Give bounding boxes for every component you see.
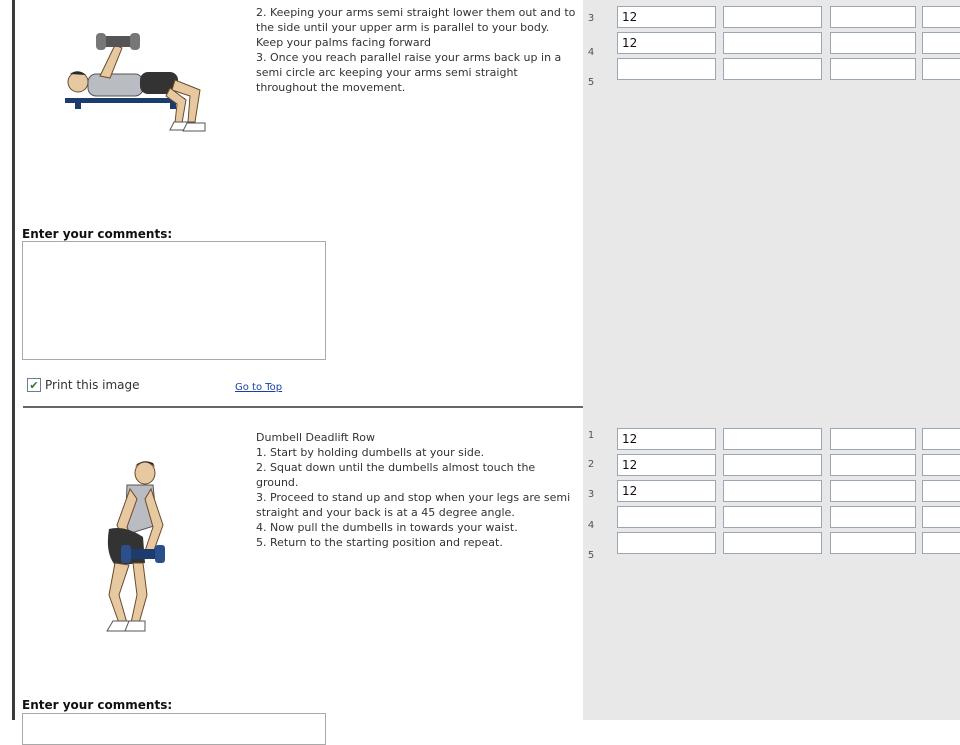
deadlift-row-figure-illustration — [85, 455, 180, 640]
exercise-2-comments-label: Enter your comments: — [22, 698, 173, 712]
exercise-1-comments-field[interactable] — [22, 241, 326, 360]
checkmark-icon: ✔ — [29, 378, 39, 392]
weight-input[interactable] — [723, 32, 822, 54]
sets-input[interactable] — [830, 6, 916, 28]
exercise-1-instructions: 2. Keeping your arms semi straight lower them out and to the side until your upper arm is parallel to your body. Keep your palms facing forward 3. Once you reach parallel raise your arms back up in a semi circle arc keeping your arms semi straight throughout the movement. — [256, 6, 576, 94]
bench-press-figure-illustration — [60, 30, 220, 140]
sets-input[interactable] — [830, 428, 916, 450]
set-number: 2 — [587, 459, 595, 470]
page-left-border — [0, 0, 15, 720]
reps-input[interactable]: 12 — [617, 6, 716, 28]
reps-input[interactable] — [617, 532, 716, 554]
exercise-2-comments-field[interactable] — [22, 713, 326, 745]
sets-input[interactable] — [830, 506, 916, 528]
exercise-list — [15, 0, 583, 720]
notes-input[interactable] — [922, 480, 960, 502]
weight-input[interactable] — [723, 506, 822, 528]
weight-input[interactable] — [723, 480, 822, 502]
notes-input[interactable] — [922, 58, 960, 80]
exercise-2-instructions: 1. Start by holding dumbells at your side. 2. Squat down until the dumbells almost touch the ground. 3. Proceed to stand up and stop when your legs are semi straight and your back is at a 45 degree angle. 4. Now pull the dumbells in towards your waist. 5. Return to the starting position and repeat. — [256, 446, 571, 549]
print-image-option[interactable] — [27, 378, 140, 392]
weight-input[interactable] — [723, 58, 822, 80]
notes-input[interactable] — [922, 6, 960, 28]
reps-input[interactable] — [617, 506, 716, 528]
reps-input[interactable]: 12 — [617, 480, 716, 502]
set-number: 3 — [587, 13, 595, 24]
notes-input[interactable] — [922, 532, 960, 554]
reps-input[interactable] — [617, 58, 716, 80]
workout-log-panel — [583, 0, 960, 720]
sets-input[interactable] — [830, 480, 916, 502]
reps-input[interactable]: 12 — [617, 428, 716, 450]
set-number: 4 — [587, 47, 595, 58]
sets-input[interactable] — [830, 532, 916, 554]
set-number: 1 — [587, 430, 595, 441]
reps-input[interactable]: 12 — [617, 454, 716, 476]
notes-input[interactable] — [922, 428, 960, 450]
weight-input[interactable] — [723, 6, 822, 28]
print-image-label: Print this image — [45, 378, 140, 392]
set-number: 5 — [587, 77, 595, 88]
notes-input[interactable] — [922, 32, 960, 54]
print-image-checkbox[interactable] — [27, 378, 41, 392]
exercise-1-comments-label: Enter your comments: — [22, 227, 173, 241]
sets-input[interactable] — [830, 58, 916, 80]
notes-input[interactable] — [922, 454, 960, 476]
exercise-2-title: Dumbell Deadlift Row — [256, 431, 375, 444]
set-number: 3 — [587, 489, 595, 500]
go-to-top-link[interactable]: Go to Top — [235, 382, 283, 393]
exercise-divider — [23, 406, 583, 408]
set-number: 4 — [587, 520, 595, 531]
notes-input[interactable] — [922, 506, 960, 528]
set-number: 5 — [587, 550, 595, 561]
weight-input[interactable] — [723, 428, 822, 450]
sets-input[interactable] — [830, 454, 916, 476]
weight-input[interactable] — [723, 532, 822, 554]
reps-input[interactable]: 12 — [617, 32, 716, 54]
weight-input[interactable] — [723, 454, 822, 476]
sets-input[interactable] — [830, 32, 916, 54]
